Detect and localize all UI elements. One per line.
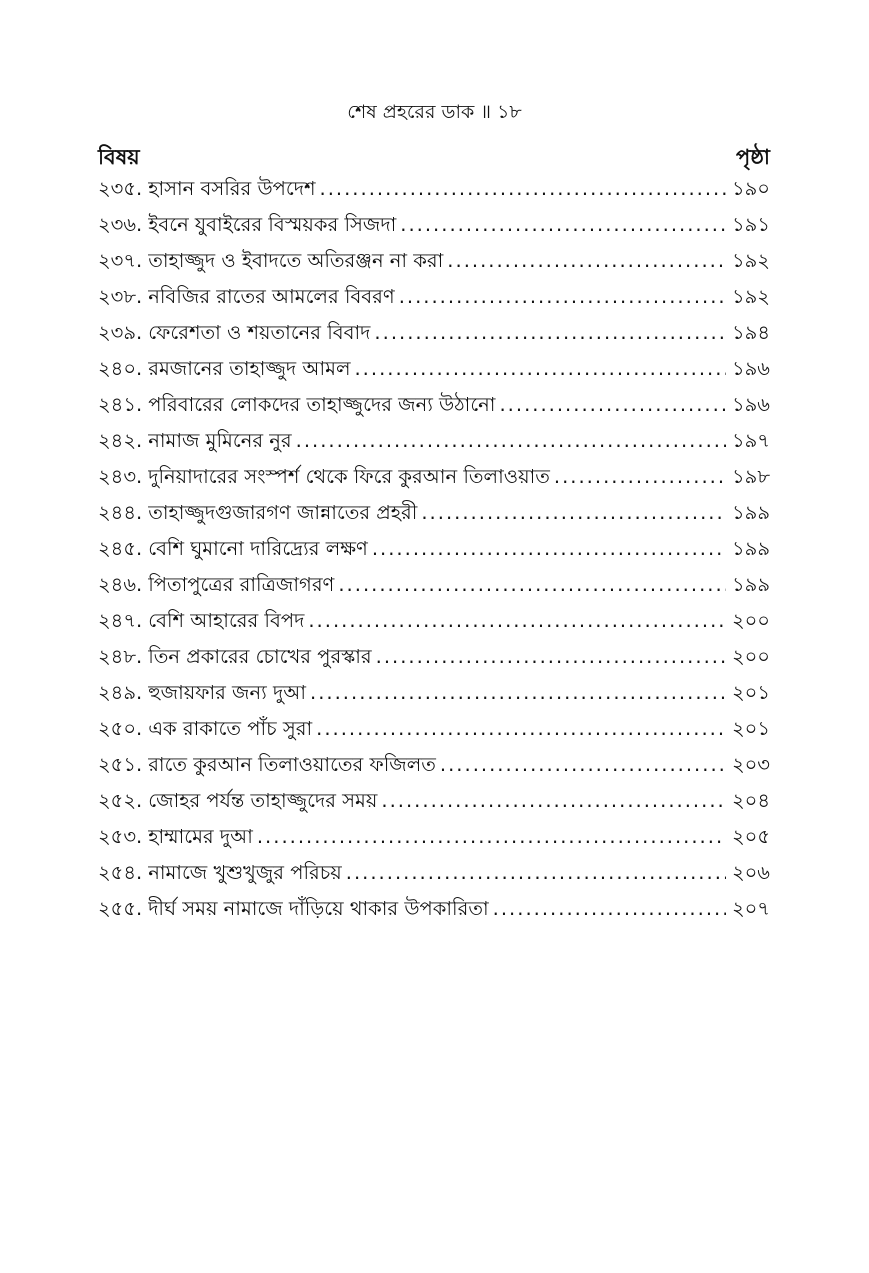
entry-title: রমজানের তাহাজ্জুদ আমল — [148, 357, 351, 380]
dot-leader — [316, 711, 726, 747]
entry-page-number: ১৯৯ — [732, 573, 770, 596]
toc-entry — [98, 819, 770, 855]
toc-entry — [98, 423, 770, 459]
dot-leader — [421, 495, 726, 531]
dot-leader — [399, 279, 726, 315]
dot-leader — [447, 243, 726, 279]
dot-leader — [310, 675, 726, 711]
entry-page-number: ২০৫ — [731, 825, 770, 848]
entry-title: এক রাকাতে পাঁচ সুরা — [148, 717, 313, 740]
entry-number: ২৪৪. — [98, 501, 143, 524]
entry-page-number: ১৯০ — [732, 177, 770, 200]
running-header: শেষ প্রহরের ডাক ॥ ১৮ — [347, 101, 522, 123]
toc-entry — [98, 495, 770, 531]
dot-leader — [400, 207, 726, 243]
entry-number: ২৫১. — [98, 753, 143, 776]
entry-title: নবিজির রাতের আমলের বিবরণ — [148, 285, 395, 308]
entry-page-number: ১৯৭ — [732, 429, 770, 452]
entry-number: ২৫২. — [98, 789, 143, 812]
table-of-contents — [98, 171, 770, 927]
entry-page-number: ১৯৯ — [732, 501, 770, 524]
entry-title: দুনিয়াদারের সংস্পর্শ থেকে ফিরে কুরআন তিলাওয়াত — [148, 465, 550, 488]
entry-title: ফেরেশতা ও শয়তানের বিবাদ — [148, 321, 371, 344]
dot-leader — [372, 531, 726, 567]
toc-entry — [98, 171, 770, 207]
entry-page-number: ২০৭ — [731, 897, 770, 920]
entry-page-number: ১৯৯ — [732, 537, 770, 560]
toc-entry — [98, 783, 770, 819]
dot-leader — [296, 423, 726, 459]
column-headings — [98, 140, 770, 174]
entry-number: ২৪৩. — [98, 465, 143, 488]
entry-number: ২৫০. — [98, 717, 143, 740]
entry-number: ২৪৬. — [98, 573, 143, 596]
entry-title: তাহাজ্জুদগুজারগণ জান্নাতের প্রহরী — [148, 501, 418, 524]
entry-title: হুজায়ফার জন্য দুআ — [148, 681, 306, 704]
toc-entry — [98, 351, 770, 387]
entry-page-number: ১৯৬ — [732, 393, 770, 416]
dot-leader — [308, 603, 726, 639]
entry-title: জোহর পর্যন্ত তাহাজ্জুদের সময় — [148, 789, 378, 812]
entry-title: বেশি আহারের বিপদ — [148, 609, 305, 632]
entry-page-number: ১৯৬ — [732, 357, 770, 380]
entry-title: নামাজে খুশুখুজুর পরিচয় — [148, 861, 342, 884]
dot-leader — [381, 783, 726, 819]
toc-entry — [98, 531, 770, 567]
entry-number: ২৩৮. — [98, 285, 143, 308]
toc-entry — [98, 711, 770, 747]
entry-number: ২৪০. — [98, 357, 143, 380]
entry-page-number: ২০০ — [731, 645, 770, 668]
entry-number: ২৫৫. — [98, 897, 143, 920]
topic-column-heading: বিষয় — [98, 145, 140, 169]
dot-leader — [346, 855, 726, 891]
toc-entry — [98, 891, 770, 927]
dot-leader — [354, 351, 726, 387]
entry-title: ইবনে যুবাইরের বিস্ময়কর সিজদা — [148, 213, 397, 236]
entry-page-number: ২০১ — [731, 717, 770, 740]
entry-title: পরিবারের লোকদের তাহাজ্জুদের জন্য উঠানো — [148, 393, 496, 416]
entry-number: ২৩৯. — [98, 321, 143, 344]
entry-page-number: ১৯২ — [732, 249, 770, 272]
entry-page-number: ২০৩ — [731, 753, 770, 776]
toc-entry — [98, 747, 770, 783]
entry-number: ২৩৬. — [98, 213, 143, 236]
toc-entry — [98, 207, 770, 243]
entry-title: হাসান বসরির উপদেশ — [148, 177, 316, 200]
toc-entry — [98, 459, 770, 495]
entry-title: হাম্মামের দুআ — [148, 825, 253, 848]
entry-number: ২৪১. — [98, 393, 143, 416]
dot-leader — [320, 171, 726, 207]
toc-entry — [98, 567, 770, 603]
entry-page-number: ১৯২ — [732, 285, 770, 308]
entry-number: ২৪২. — [98, 429, 143, 452]
toc-entry — [98, 279, 770, 315]
entry-number: ২৪৭. — [98, 609, 143, 632]
dot-leader — [499, 387, 726, 423]
entry-title: দীর্ঘ সময় নামাজে দাঁড়িয়ে থাকার উপকারিতা — [148, 897, 489, 920]
dot-leader — [493, 891, 726, 927]
entry-title: নামাজ মুমিনের নুর — [148, 429, 292, 452]
entry-page-number: ২০০ — [731, 609, 770, 632]
toc-entry — [98, 387, 770, 423]
entry-page-number: ১৯৪ — [732, 321, 770, 344]
entry-number: ২৩৫. — [98, 177, 143, 200]
entry-page-number: ১৯৮ — [732, 465, 770, 488]
dot-leader — [374, 315, 726, 351]
entry-title: তাহাজ্জুদ ও ইবাদতে অতিরঞ্জন না করা — [148, 249, 444, 272]
toc-entry — [98, 243, 770, 279]
entry-number: ২৪৮. — [98, 645, 143, 668]
entry-title: তিন প্রকারের চোখের পুরস্কার — [148, 645, 372, 668]
toc-entry — [98, 675, 770, 711]
entry-number: ২৪৫. — [98, 537, 143, 560]
entry-title: পিতাপুত্রের রাত্রিজাগরণ — [148, 573, 335, 596]
toc-entry — [98, 603, 770, 639]
entry-number: ২৩৭. — [98, 249, 143, 272]
entry-number: ২৪৯. — [98, 681, 143, 704]
entry-page-number: ২০৬ — [731, 861, 770, 884]
entry-number: ২৫৪. — [98, 861, 143, 884]
toc-entry — [98, 315, 770, 351]
entry-page-number: ১৯১ — [732, 213, 770, 236]
page-column-heading: পৃষ্ঠা — [735, 145, 770, 169]
toc-entry — [98, 639, 770, 675]
toc-entry — [98, 855, 770, 891]
entry-page-number: ২০৪ — [731, 789, 770, 812]
entry-title: বেশি ঘুমানো দারিদ্র্যের লক্ষণ — [148, 537, 368, 560]
dot-leader — [257, 819, 726, 855]
dot-leader — [376, 639, 726, 675]
dot-leader — [338, 567, 726, 603]
entry-page-number: ২০১ — [731, 681, 770, 704]
dot-leader — [440, 747, 726, 783]
entry-number: ২৫৩. — [98, 825, 143, 848]
dot-leader — [554, 459, 726, 495]
entry-title: রাতে কুরআন তিলাওয়াতের ফজিলত — [148, 753, 436, 776]
